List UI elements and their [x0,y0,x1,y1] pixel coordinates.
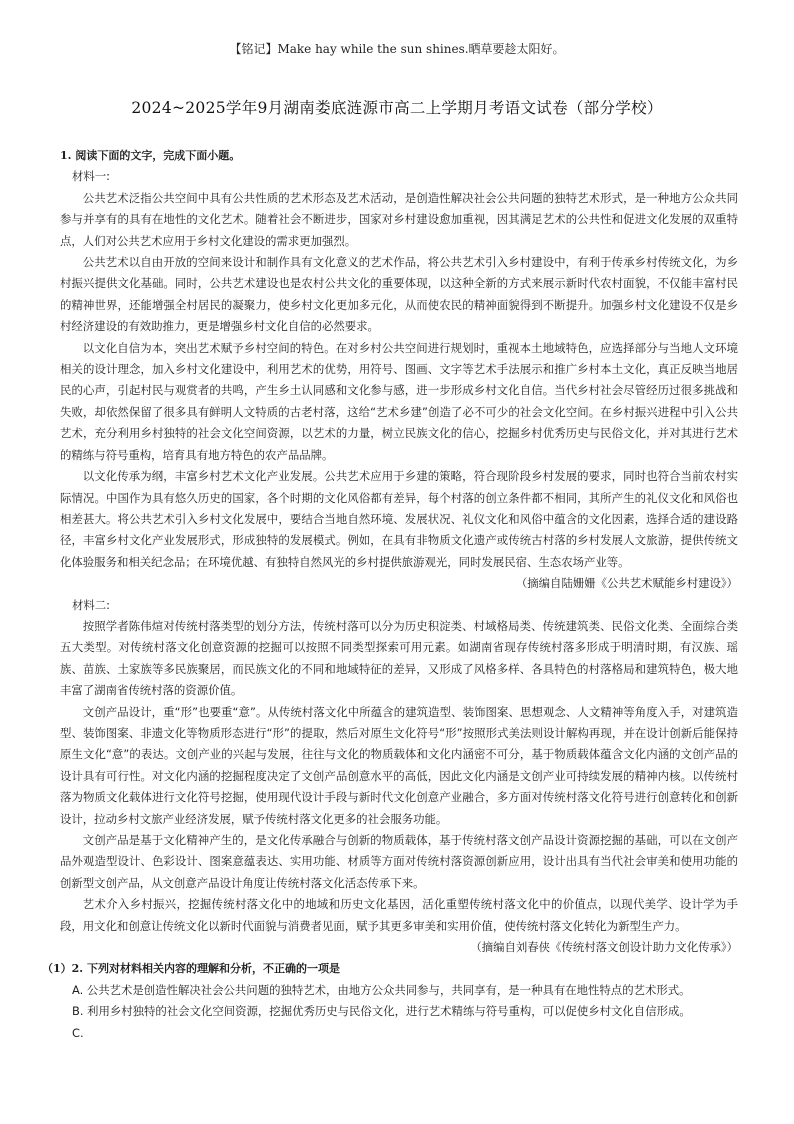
motto-header: 【铭记】Make hay while the sun shines.晒草要趁太阳好。 [229,42,565,56]
option-a: A. 公共艺术是创造性解决社会公共问题的独特艺术，由地方公众共同参与，共同享有，是一种具有在地性特点的艺术形式。 [72,982,691,997]
material1-paragraph-3: 以文化自信为本，突出艺术赋予乡村空间的特色。在对乡村公共空间进行规划时，重视本土地域特色，应选择部分与当地人文环境相关的设计理念，加入乡村文化建设中，利用艺术的优势，用符号、图画、文字等艺术手法展示和推广乡村本土文化，真正反映当地居民的心声，引起村民与观赏者的共鸣，产生乡土认同感和文化参与感，进一步形成乡村文化自信。当代乡村社会尽管经历过很多挑战和失败，却依然保留了很多具有鲜明人文特质的古老村落，这给“艺术乡建”创造了必不可少的社会文化空间。在乡村振兴进程中引入公共艺术，充分利用乡村独特的社会文化空间资源，以艺术的力量，树立民族文化的信心，挖掘乡村优秀历史与民俗文化，并对其进行艺术的精练与符号重构，培育具有地方特色的农产品品牌。 [60,340,738,462]
sub-question: （1）2. 下列对材料相关内容的理解和分析，不正确的一项是 [42,962,340,976]
page-title: 2024~2025学年9月湖南娄底涟源市高二上学期月考语文试卷（部分学校） [131,99,663,117]
option-b: B. 利用乡村独特的社会文化空间资源，挖掘优秀历史与民俗文化，进行艺术精练与符号重构，可以促使乡村文化自信形成。 [72,1004,691,1019]
material2-source: （摘编自刘春侠《传统村落文创设计助力文化传承》） [470,940,738,955]
question-instruction: 1. 阅读下面的文字，完成下面小题。 [60,149,241,162]
material2-label: 材料二: [72,597,111,612]
material2-paragraph-2: 文创产品设计，重“形”也要重“意”。从传统村落文化中所蕴含的建筑造型、装饰图案、思想观念、人文精神等角度入手，对建筑造型、装饰图案、非遗文化等物质形态进行“形”的提取，然后对原生文化符号“形”按照形式美法则设计解构再现，并在设计创新后能保持原生文化“意”的表达。文创产业的兴起与发展，往往与文化的物质载体和文化内涵密不可分，基于物质载体蕴含文化内涵的文创产品的设计具有可行性。对文化内涵的挖掘程度决定了文创产品创意水平的高低，因此文化内涵是文创产业可持续发展的精神内核。以传统村落为物质文化载体进行文化符号挖掘，使用现代设计手段与新时代文化创意产业融合，多方面对传统村落文化符号进行创意转化和创新设计，拉动乡村文旅产业经济发展，赋予传统村落文化更多的社会服务功能。 [60,704,738,826]
material1-paragraph-1: 公共艺术泛指公共空间中具有公共性质的艺术形态及艺术活动，是创造性解决社会公共问题的独特艺术形式，是一种地方公众共同参与并享有的具有在地性的文化艺术。随着社会不断进步，国家对乡村建设愈加重视，因其满足艺术的公共性和促进文化发展的双重特点，人们对公共艺术应用于乡村文化建设的需求更加强烈。 [60,190,738,248]
material2-paragraph-3: 文创产品是基于文化精神产生的，是文化传承融合与创新的物质载体，基于传统村落文创产品设计资源挖掘的基础，可以在文创产品外观造型设计、色彩设计、图案意蕴表达、实用功能、材质等方面对传统村落资源创新应用，设计出具有当代社会审美和使用功能的创新型文创产品，从文创意产品设计角度让传统村落文化活态传承下来。 [60,833,738,890]
material1-label: 材料一: [72,169,111,184]
material1-source: （摘编自陆姗姗《公共艺术赋能乡村建设》） [515,576,738,591]
document-body [42,145,738,1044]
material1-paragraph-2: 公共艺术以自由开放的空间来设计和制作具有文化意义的艺术作品，将公共艺术引入乡村建设中，有利于传承乡村传统文化，为乡村振兴提供文化基础。同时，公共艺术建设也是农村公共文化的重要体现，以这种全新的方式来展示新时代农村面貌，不仅能丰富村民的精神世界，还能增强全村居民的凝聚力，使乡村文化更加多元化，从而使农民的精神面貌得到不断提升。加强乡村文化建设不仅是乡村经济建设的有效助推力，更是增强乡村文化自信的必然要求。 [60,255,738,334]
option-c: C. [72,1025,84,1040]
material2-paragraph-1: 按照学者陈伟煊对传统村落类型的划分方法，传统村落可以分为历史积淀类、村域格局类、传统建筑类、民俗文化类、全面综合类五大类型。对传统村落文化创意资源的挖掘可以按照不同类型探索可用元素。如湖南省现存传统村落多形成于明清时期，有汉族、瑶族、苗族、土家族等多民族聚居，而民族文化的不同和地域特征的差异，又形成了风格多样、各具特色的村落格局和建筑特色，极大地丰富了湖南省传统村落的资源价值。 [60,618,738,698]
material1-paragraph-4: 以文化传承为纲，丰富乡村艺术文化产业发展。公共艺术应用于乡建的策略，符合现阶段乡村发展的要求，同时也符合当前农村实际情况。中国作为具有悠久历史的国家，各个时期的文化风俗都有差异，每个村落的创立条件都不相同，其所产生的礼仪文化和风俗也相差甚大。将公共艺术引入乡村文化发展中，要结合当地自然环境、发展状况、礼仪文化和风俗中蕴含的文化因素，选择合适的建设路径，丰富乡村文化产业发展形式，形成独特的发展模式。例如，在具有非物质文化遗产或传统古村落的乡村发展人文旅游，提供传统文化体验服务和相关纪念品；在环境优越、有独特自然风光的乡村提供旅游观光，同时发展民宿、生态农场产业等。 [60,469,738,569]
material2-paragraph-4: 艺术介入乡村振兴，挖掘传统村落文化中的地域和历史文化基因，活化重塑传统村落文化中的价值点，以现代美学、设计学为手段，用文化和创意让传统文化以新时代面貌与消费者见面，赋予其更多审美和实用价值，使传统村落文化转化为新型生产力。 [60,897,738,933]
